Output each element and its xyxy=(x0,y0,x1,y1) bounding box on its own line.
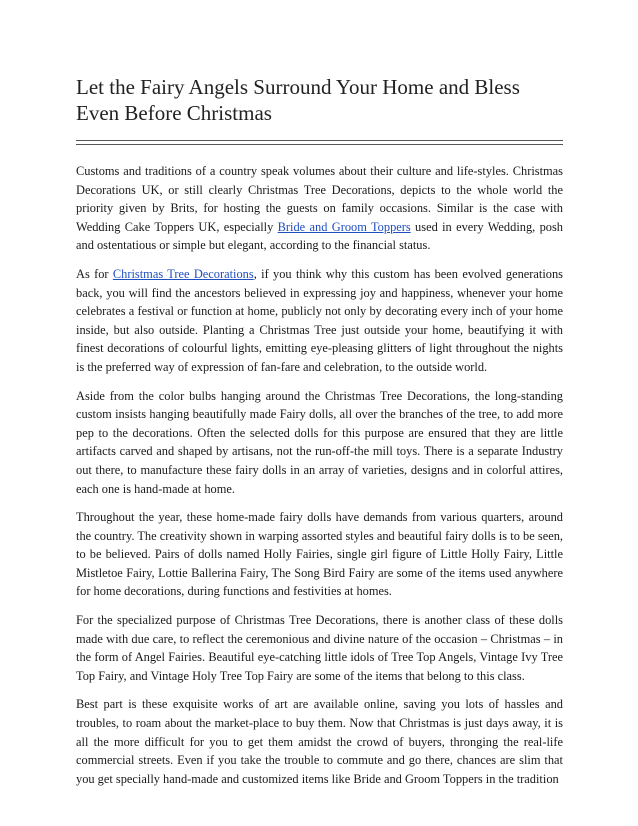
paragraph: For the specialized purpose of Christmas Tree Decorations, there is another class of these dolls made with due care, to reflect the ceremonious and divine nature of the occasion – Christmas – in the form of Angel Fairies. Beautiful eye-catching little idols of Tree Top Angels, Vintage Ivy Tree Top Fairy, and Vintage Holy Tree Top Fairy are some of the items that belong to this class. xyxy=(76,613,563,683)
article-body xyxy=(76,162,563,788)
paragraph: As for Christmas Tree Decorations, if you think why this custom has been evolved generations back, you will find the ancestors believed in expressing joy and happiness, whenever your home celebrates a festival or function at home, publicly not only by decorating every inch of your home inside, but also outside. Planting a Christmas Tree just outside your home, beautifying it with finest decorations of colourful lights, emitting eye-pleasing glitters of light throughout the nights is the preferred way of expression of fan-fare and celebration, to the outside world. xyxy=(76,266,563,374)
paragraph: Customs and traditions of a country speak volumes about their culture and life-styles. Christmas Decorations UK, or still clearly Christmas Tree Decorations, depicts to the whole world the priority given by Brits, for hosting the guests on family occasions. Similar is the case with Wedding Cake Toppers UK, especially Bride and Groom Toppers used in every Wedding, posh and ostentatious or simple but elegant, according to the financial status. xyxy=(76,164,564,253)
paragraph: Aside from the color bulbs hanging around the Christmas Tree Decorations, the long-standing custom insists hanging beautifully made Fairy dolls, all over the branches of the tree, to add more pep to the decorations. Often the selected dolls for this purpose are ensured that they are little artifacts carved and shaped by artisans, not the run-off-the mill toys. There is a separate Industry out there, to manufacture these fairy dolls in an array of varieties, designs and in colorful attires, each one is hand-made at home. xyxy=(76,388,563,496)
christmas-tree-decorations-link[interactable]: Christmas Tree Decorations xyxy=(112,266,254,281)
title-divider xyxy=(76,140,563,145)
paragraph: Best part is these exquisite works of art are available online, saving you lots of hassles and troubles, to roam about the market-place to buy them. Now that Christmas is just days away, it is all the more difficult for you to get them amidst the crowd of buyers, thronging the real-life commercial streets. Even if you take the trouble to commute and go there, chances are slim that you get specially hand-made and customized items like Bride and Groom Toppers in the tradition xyxy=(76,697,563,786)
bride-groom-toppers-link[interactable]: Bride and Groom Toppers xyxy=(277,219,411,234)
paragraph: Throughout the year, these home-made fairy dolls have demands from various quarters, around the country. The creativity shown in warping assorted styles and beautiful fairy dolls is to be seen, to be believed. Pairs of dolls named Holly Fairies, single girl figure of Little Holly Fairy, Little Mistletoe Fairy, Lottie Ballerina Fairy, The Song Bird Fairy are some of the items used anywhere for home decorations, during functions and festivities at homes. xyxy=(76,510,563,599)
document-title: Let the Fairy Angels Surround Your Home and Bless Even Before Christmas xyxy=(76,75,520,125)
